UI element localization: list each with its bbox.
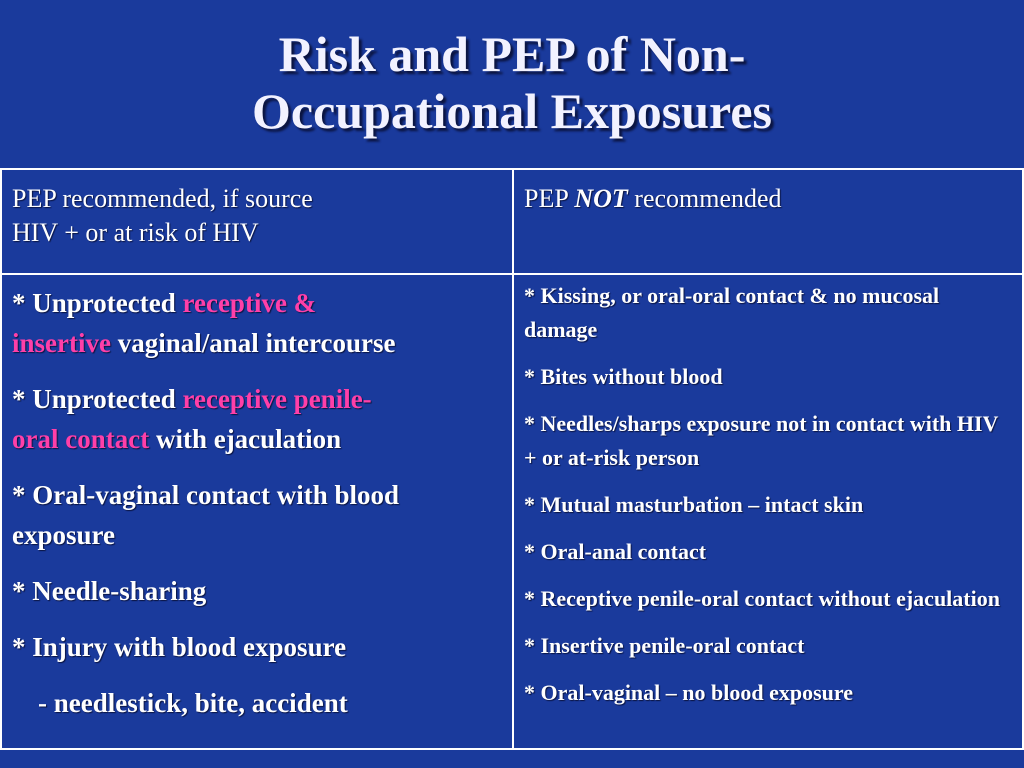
list-item: * Injury with blood exposure <box>12 632 347 662</box>
pep-table <box>0 168 1024 750</box>
header-left-line-2: HIV + or at risk of HIV <box>12 218 259 247</box>
list-item-prefix: * Unprotected <box>12 384 183 414</box>
header-right-not: NOT <box>574 184 628 213</box>
list-item: * Insertive penile-oral contact <box>524 633 805 658</box>
slide-title-line-1: Risk and PEP of Non- <box>278 26 746 82</box>
list-item: * Needles/sharps exposure not in contact with HIV + or at-risk person <box>524 411 999 470</box>
list-item: * Bites without blood <box>524 364 723 389</box>
list-item: * Oral-vaginal contact with blood exposure <box>12 480 400 550</box>
list-item: * Oral-vaginal – no blood exposure <box>524 680 854 705</box>
table-header-row <box>1 169 1023 274</box>
list-item <box>12 379 504 459</box>
header-pep-recommended <box>1 169 513 274</box>
highlight-text: oral contact <box>12 424 150 454</box>
list-item: * Kissing, or oral-oral contact & no mucosal damage <box>524 283 940 342</box>
table-body-row <box>1 274 1023 749</box>
list-item: * Receptive penile-oral contact without ejaculation <box>524 586 1000 611</box>
slide-title-line-2: Occupational Exposures <box>252 83 772 139</box>
list-item-suffix: vaginal/anal intercourse <box>110 328 396 358</box>
header-pep-not-recommended <box>513 169 1023 274</box>
list-item-prefix: * Unprotected <box>12 288 183 318</box>
list-item-subnote: - needlestick, bite, accident <box>38 688 348 718</box>
header-right-pre: PEP <box>524 184 575 213</box>
list-item: * Mutual masturbation – intact skin <box>524 492 864 517</box>
not-recommended-list <box>513 274 1023 749</box>
list-item: * Needle-sharing <box>12 576 207 606</box>
list-item: * Oral-anal contact <box>524 539 707 564</box>
highlight-text: insertive <box>12 328 111 358</box>
slide-title <box>0 26 1024 140</box>
highlight-text: receptive & <box>182 288 317 318</box>
header-right-post: recommended <box>627 184 782 213</box>
recommended-list <box>1 274 513 749</box>
list-item <box>12 283 504 363</box>
list-item-suffix: with ejaculation <box>149 424 342 454</box>
header-left-line-1: PEP recommended, if source <box>12 184 313 213</box>
highlight-text: receptive penile- <box>182 384 372 414</box>
